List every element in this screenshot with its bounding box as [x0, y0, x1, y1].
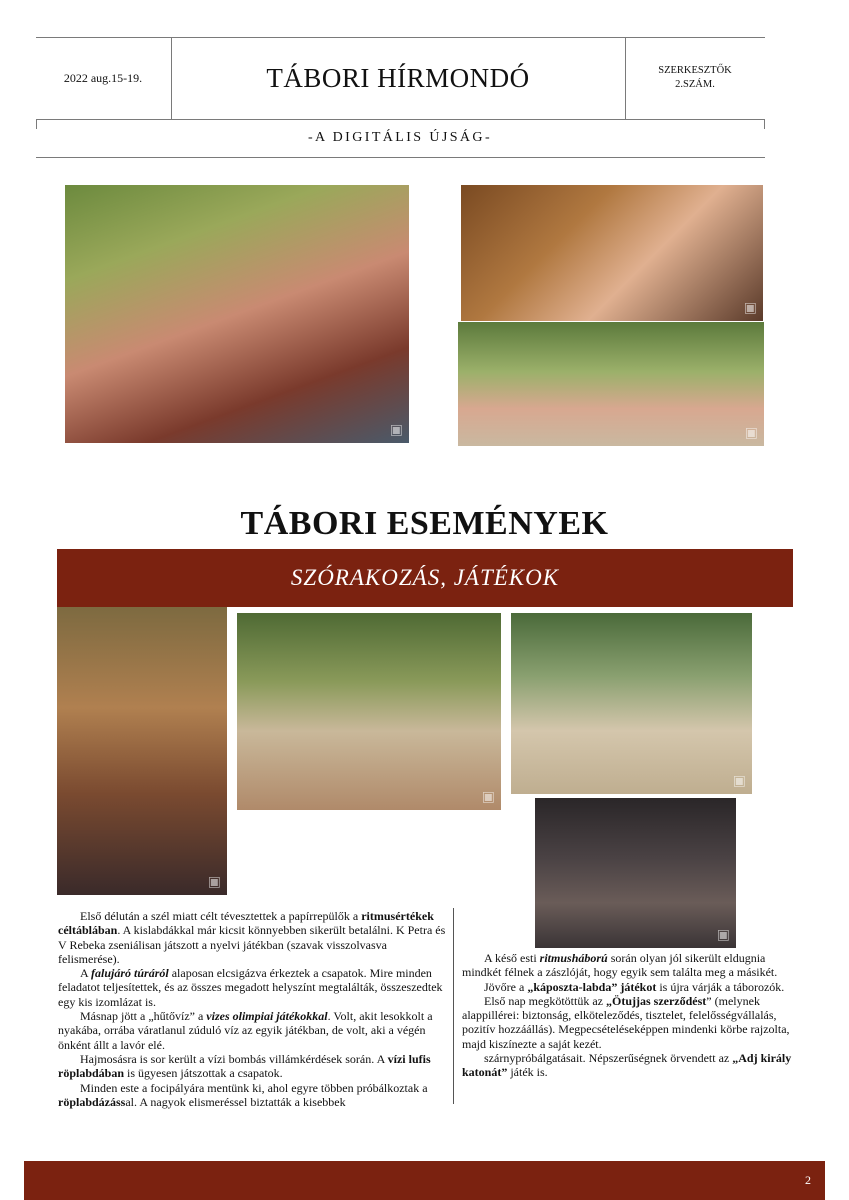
photo-wood-carving-selfie: [57, 607, 227, 895]
paragraph: [462, 980, 794, 994]
text-run: is ügyesen játszottak a csapatok.: [124, 1066, 283, 1081]
masthead-mid-rule: [36, 119, 765, 120]
newspaper-subtitle: -A DIGITÁLIS ÚJSÁG-: [307, 130, 493, 145]
page-footer: [24, 1161, 825, 1200]
text-run: során olyan jól sikerült eldugnia mindkét félnek a zászlóját, hogy egyik sem találta meg a másikét.: [462, 951, 778, 980]
paragraph: [462, 951, 794, 980]
bold-run: „káposzta-labda” játékot: [527, 979, 657, 994]
photo-cannon-group: [65, 185, 409, 443]
issue-number: 2.SZÁM.: [675, 79, 715, 90]
issue-date: 2022 aug.15-19.: [63, 70, 143, 85]
text-run: . Volt, akit lesokkolt a nyakába, orrába váratlanul zúduló víz az egyik játékban, de volt, aki a végén önként állt a lavór elé.: [58, 1009, 433, 1052]
text-run: A: [80, 966, 92, 981]
section-title: TÁBORI ESEMÉNYEK: [240, 505, 609, 542]
photo-yard-dance: [511, 613, 752, 794]
masthead-left-tick: [36, 119, 37, 129]
paragraph: [58, 909, 446, 966]
bold-italic-run: vizes olimpiai játékokkal: [206, 1009, 328, 1024]
bold-run: vízi lufis röplabdában: [58, 1051, 431, 1081]
editors-block: [626, 64, 764, 92]
bold-run: röplabdázáss: [58, 1094, 126, 1109]
text-run: szárnypróbálgatásait. Népszerűségnek örvendett az: [484, 1051, 733, 1066]
text-run: Hajmosásra is sor került a vízi bombás villámkérdések során. A: [80, 1051, 388, 1066]
bold-italic-run: ritmusháború: [539, 951, 608, 965]
editors-label: SZERKESZTŐK: [658, 65, 732, 76]
text-run: ” (melynek alappillérei: biztonság, elköteleződés, tisztelet, felelősségvállalás, pozitív hozzáállás). Megpecsételéseképpen mindenki körbe rajzolta, majd kiszínezte a saját kezét.: [462, 993, 790, 1051]
text-run: Jövőre a: [484, 979, 528, 994]
masthead-bottom-rule: [36, 157, 765, 158]
bold-italic-run: falujáró túráról: [91, 966, 169, 981]
text-run: A késő esti: [484, 951, 540, 965]
masthead-right-tick: [764, 119, 765, 129]
text-run: is újra várják a táborozók.: [656, 979, 785, 994]
photo-icon: ▣: [389, 423, 403, 438]
bold-run: ritmusértékek céltáblában: [58, 909, 434, 938]
photo-icon: ▣: [743, 301, 757, 316]
photo-wooden-shelter-group: [461, 185, 763, 321]
section-subtitle: SZÓRAKOZÁS, JÁTÉKOK: [290, 565, 560, 590]
paragraph: [58, 1052, 446, 1081]
bold-run: „Ötujjas szerződést: [605, 993, 707, 1008]
column-divider: [453, 908, 454, 1104]
text-run: al. A nagyok elismeréssel biztatták a kisebbek: [125, 1094, 346, 1109]
page-number: 2: [805, 1173, 811, 1187]
article-left-column: [58, 909, 446, 1109]
article-right-column: [462, 951, 794, 1080]
section-banner: [57, 549, 793, 607]
text-run: játék is.: [507, 1065, 548, 1080]
text-run: Minden este a focipályára mentünk ki, ahol egyre többen próbálkoztak a: [80, 1080, 428, 1095]
text-run: alaposan elcsigázva érkeztek a csapatok. Mire minden feladatot teljesítettek, és az összes megadott helyszínt megtalálták, összeszedtek egy kis izomlázat is.: [58, 966, 443, 1009]
bold-run: „Adj király katonát”: [462, 1051, 792, 1080]
photo-icon: ▣: [744, 426, 758, 441]
text-run: . A kislabdákkal már kicsit könnyebben sikerült betalálni. K Petra és V Rebeka zseniálisan játszott a nyelvi játékban (szavak visszolvasva felismerése).: [58, 923, 446, 966]
text-run: Első délután a szél miatt célt tévesztettek a papírrepülők a: [80, 909, 362, 923]
photo-night-group: [535, 798, 736, 948]
photo-garden-group: [458, 322, 764, 446]
photo-icon: ▣: [481, 790, 495, 805]
text-run: Első nap megkötöttük az: [484, 993, 606, 1008]
photo-icon: ▣: [732, 774, 746, 789]
photo-icon: ▣: [207, 875, 221, 890]
paragraph: [58, 1081, 446, 1110]
paragraph: [58, 966, 446, 1009]
paragraph: [462, 1051, 794, 1080]
photo-icon: ▣: [716, 928, 730, 943]
paragraph: [462, 994, 794, 1051]
text-run: Másnap jött a „hűtővíz” a: [80, 1009, 207, 1024]
photo-water-games: [237, 613, 501, 810]
newspaper-title: TÁBORI HÍRMONDÓ: [266, 62, 530, 93]
paragraph: [58, 1009, 446, 1052]
